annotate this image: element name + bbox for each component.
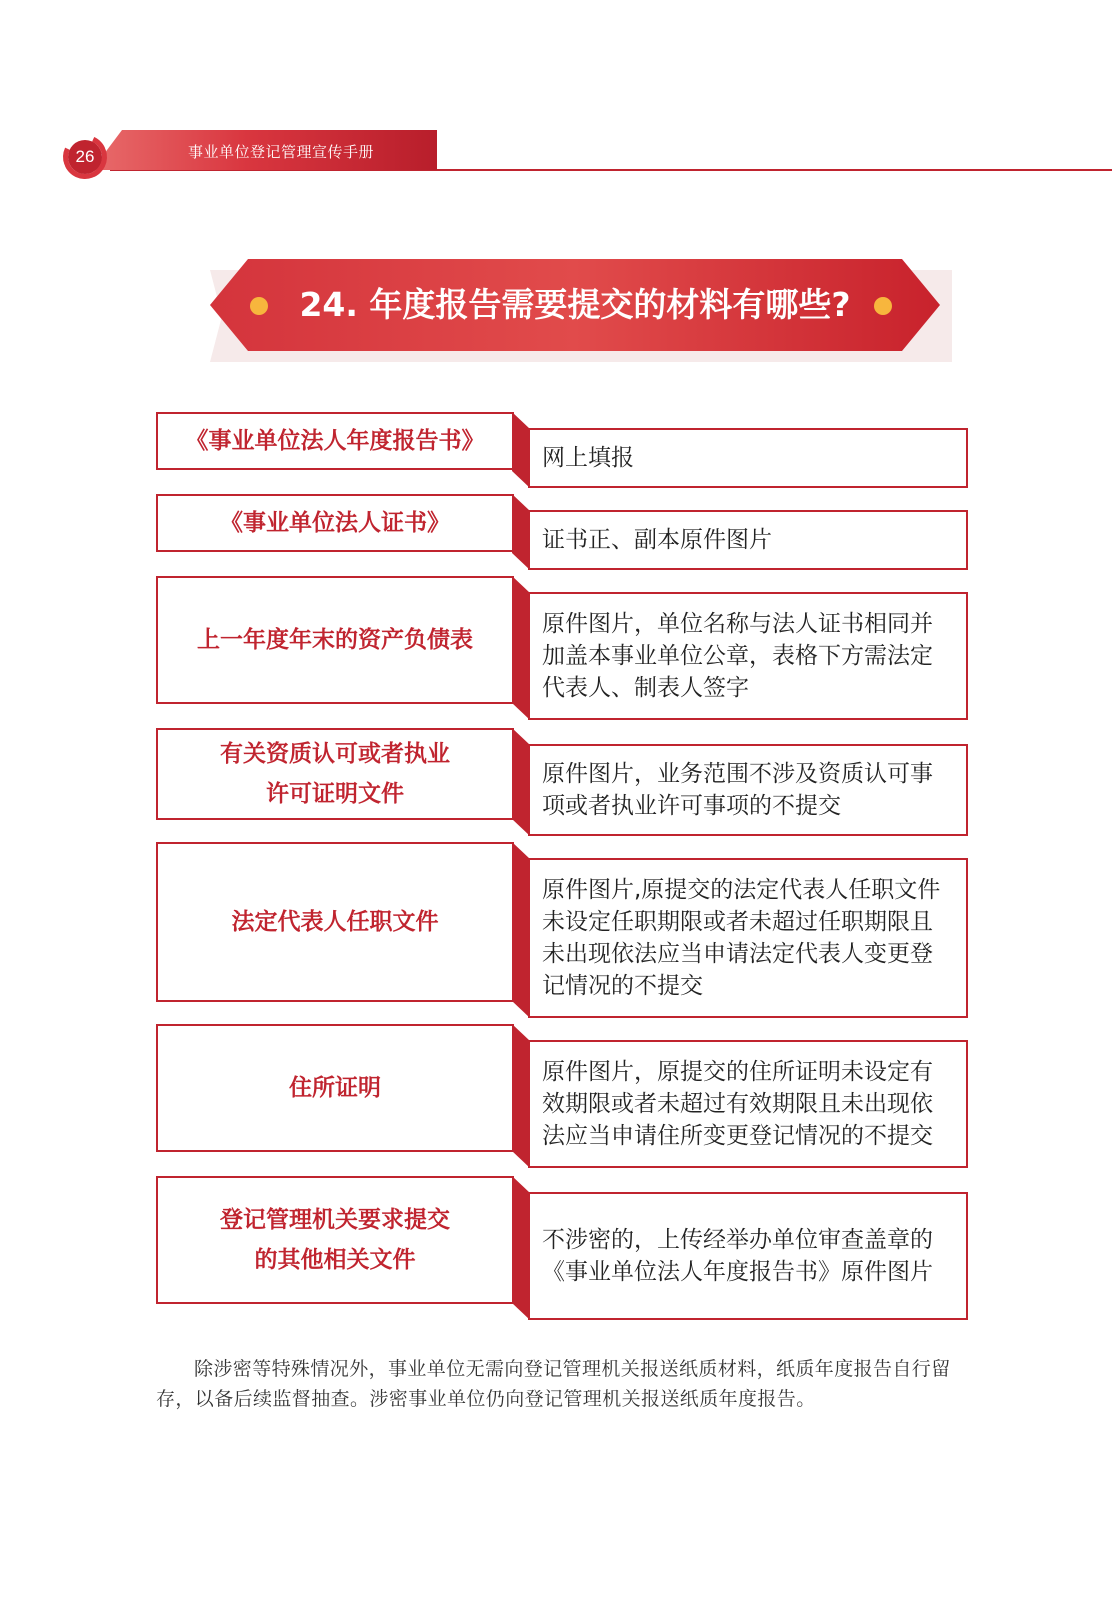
- material-desc: 证书正、副本原件图片: [528, 510, 968, 570]
- material-label: 上一年度年末的资产负债表: [156, 576, 514, 704]
- material-desc: 原件图片，单位名称与法人证书相同并加盖本事业单位公章，表格下方需法定代表人、制表人签字: [528, 592, 968, 720]
- material-label: 登记管理机关要求提交的其他相关文件: [156, 1176, 514, 1304]
- material-desc: 原件图片，原提交的住所证明未设定有效期限或者未超过有效期限且未出现依法应当申请住所变更登记情况的不提交: [528, 1040, 968, 1168]
- question-title: 24. 年度报告需要提交的材料有哪些?: [299, 285, 851, 324]
- material-label: 有关资质认可或者执业许可证明文件: [156, 728, 514, 820]
- footnote-paragraph: 除涉密等特殊情况外，事业单位无需向登记管理机关报送纸质材料，纸质年度报告自行留存，以备后续监督抽查。涉密事业单位仍向登记管理机关报送纸质年度报告。: [156, 1358, 951, 1410]
- material-label: 《事业单位法人证书》: [156, 494, 514, 552]
- material-desc: 网上填报: [528, 428, 968, 488]
- page-number: 26: [68, 140, 102, 174]
- material-label: 法定代表人任职文件: [156, 842, 514, 1002]
- material-desc: 原件图片，业务范围不涉及资质认可事项或者执业许可事项的不提交: [528, 744, 968, 836]
- header-title: 事业单位登记管理宣传手册: [188, 143, 375, 161]
- material-label: 《事业单位法人年度报告书》: [156, 412, 514, 470]
- material-desc: 原件图片,原提交的法定代表人任职文件未设定任职期限或者未超过任职期限且未出现依法应当申请法定代表人变更登记情况的不提交: [528, 858, 968, 1018]
- material-label: 住所证明: [156, 1024, 514, 1152]
- material-desc: 不涉密的，上传经举办单位审查盖章的《事业单位法人年度报告书》原件图片: [528, 1192, 968, 1320]
